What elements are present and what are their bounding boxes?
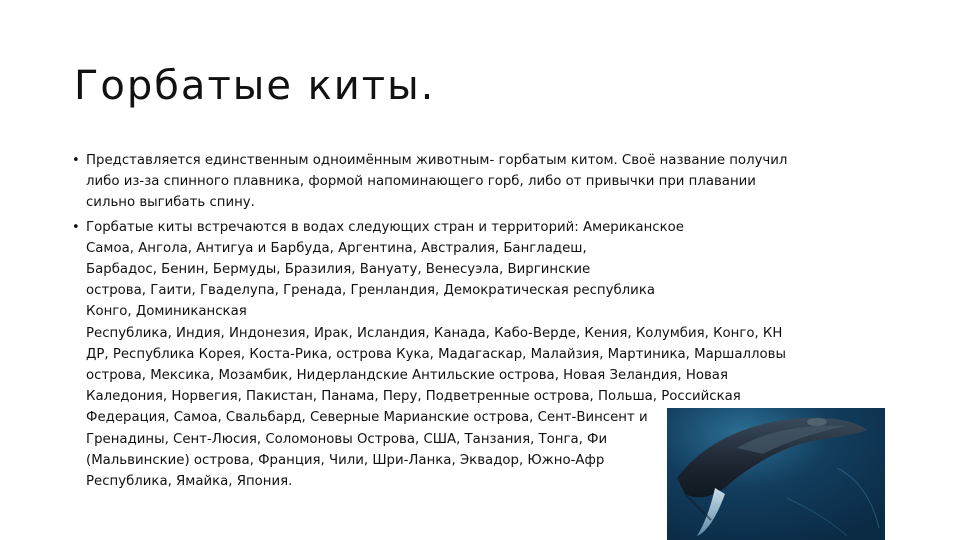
- text-line: Барбадос, Бенин, Бермуды, Бразилия, Вануату, Венесуэла, Виргинские: [86, 262, 591, 278]
- text-line: Республика, Индия, Индонезия, Ирак, Исландия, Канада, Кабо-Верде, Кения, Колумбия, Конго, КН: [86, 325, 783, 341]
- bullet-item: [72, 150, 882, 214]
- slide-title: Горбатые киты.: [74, 63, 436, 109]
- bullet-symbol: •: [72, 153, 80, 168]
- text-line: острова, Мексика, Мозамбик, Нидерландские Антильские острова, Новая Зеландия, Новая: [86, 368, 728, 384]
- humpback-whale-photo: [667, 408, 885, 540]
- text-line: Республика, Ямайка, Япония.: [86, 474, 293, 490]
- bullet-symbol: •: [72, 219, 80, 235]
- text-line: либо из-за спинного плавника, формой напоминающего горб, либо от привычки при плавании: [86, 174, 756, 190]
- text-line: Представляется единственным одноимённым животным- горбатым китом. Своё название получил: [86, 153, 788, 168]
- text-line: Самоа, Ангола, Антигуа и Барбуда, Аргентина, Австралия, Бангладеш,: [86, 240, 587, 256]
- text-line: Федерация, Самоа, Свальбард, Северные Марианские острова, Сент-Винсент и: [86, 410, 648, 426]
- text-line: Конго, Доминиканская: [86, 304, 247, 320]
- text-line: Каледония, Норвегия, Пакистан, Панама, Перу, Подветренные острова, Польша, Российская: [86, 389, 741, 405]
- text-line: острова, Гаити, Гваделупа, Гренада, Гренландия, Демократическая республика: [86, 283, 656, 299]
- bullet-text: [86, 150, 882, 214]
- text-line: Гренадины, Сент-Люсия, Соломоновы Острова, США, Танзания, Тонга, Фи: [86, 431, 608, 447]
- text-line: Горбатые киты встречаются в водах следующих стран и территорий: Американское: [86, 219, 684, 235]
- text-line: сильно выгибать спину.: [86, 195, 255, 211]
- text-line: ДР, Республика Корея, Коста-Рика, острова Кука, Мадагаскар, Малайзия, Мартиника, Маршалловы: [86, 346, 786, 362]
- text-line: (Мальвинские) острова, Франция, Чили, Шри-Ланка, Эквадор, Южно-Афр: [86, 452, 605, 468]
